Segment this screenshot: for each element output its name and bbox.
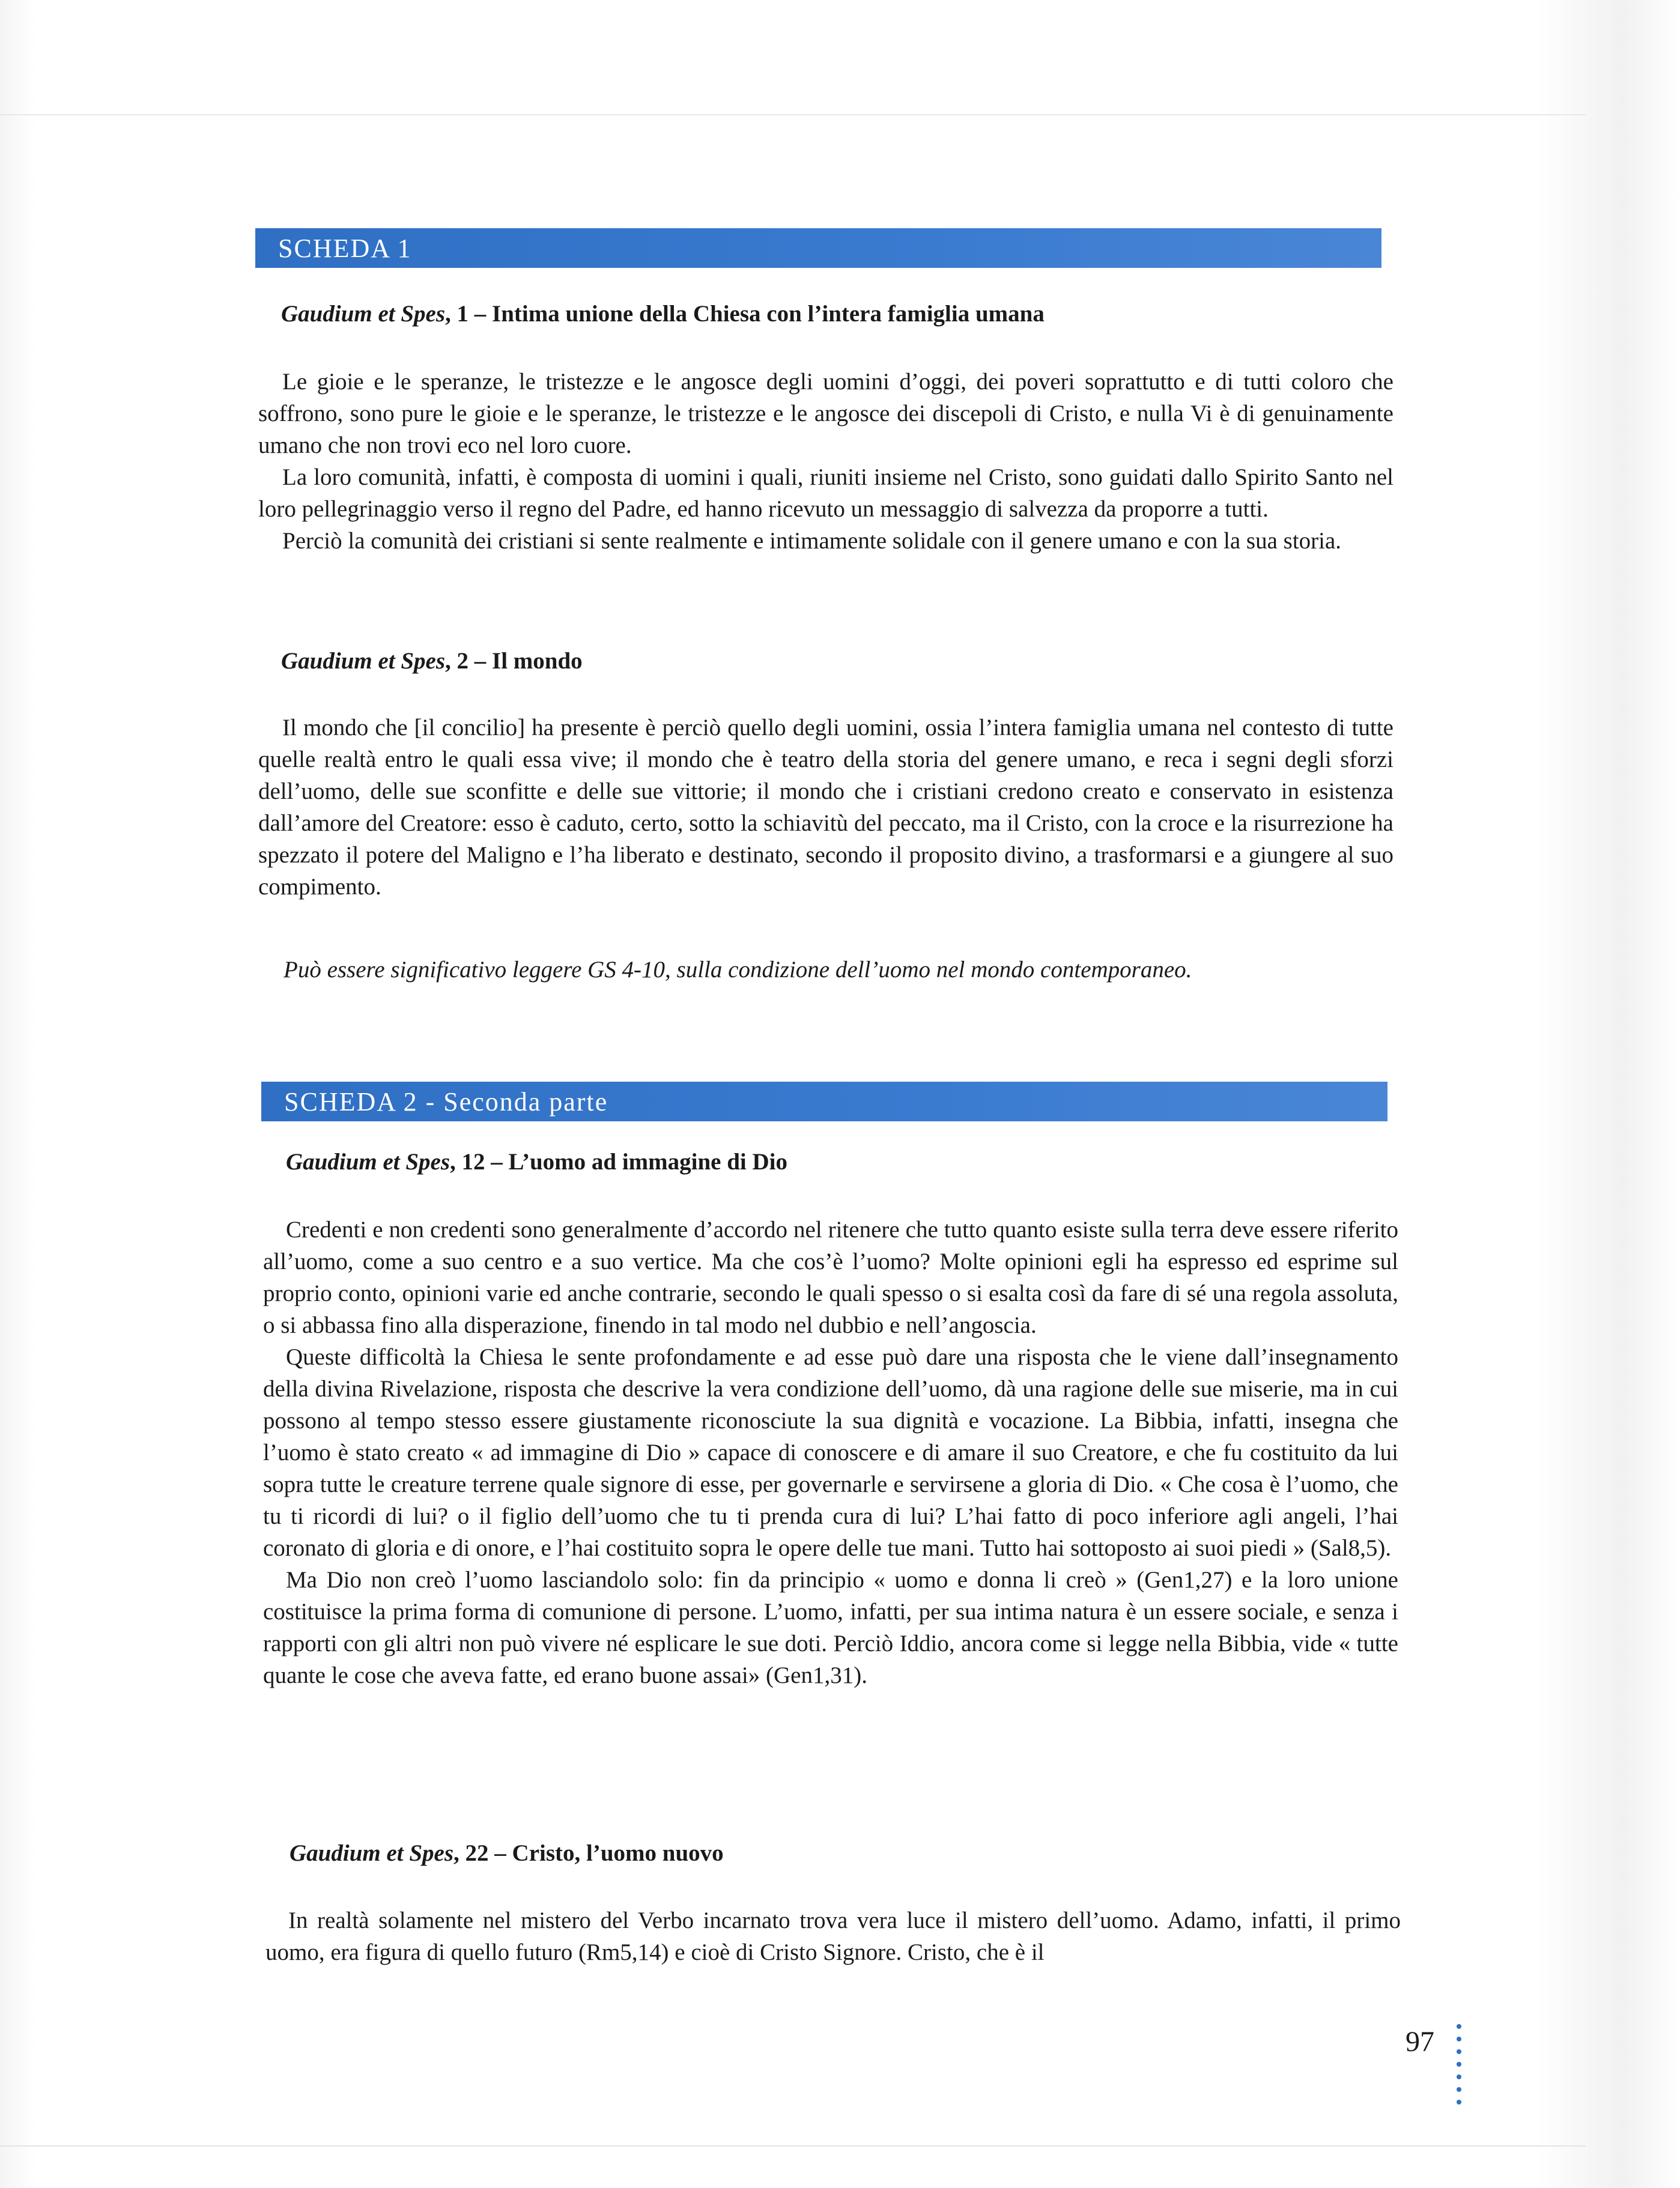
paragraph: La loro comunità, infatti, è composta di uomini i quali, riuniti insieme nel Cristo, sono guidati dallo Spirito Santo nel loro pellegrinaggio verso il regno del Padre, ed hanno ricevuto un messaggio di salvezza da proporre a tutti. (258, 464, 1393, 522)
reading-suggestion: Può essere significativo leggere GS 4-10, sulla condizione dell’uomo nel mondo contemporaneo. (284, 957, 1192, 983)
section-1-world-body (258, 712, 1393, 903)
heading-gs-1-title: , 1 – Intima unione della Chiesa con l’intera famiglia umana (445, 301, 1045, 327)
heading-gs-12-title: , 12 – L’uomo ad immagine di Dio (450, 1149, 788, 1175)
heading-gs-12 (286, 1148, 787, 1175)
scheda-2-banner (261, 1082, 1387, 1121)
heading-gs-1 (281, 300, 1045, 327)
paragraph: In realtà solamente nel mistero del Verbo incarnato trova vera luce il mistero dell’uomo. Adamo, infatti, il primo uomo, era figura di quello futuro (Rm5,14) e cioè di Cristo Signore. Cristo, che è il (265, 1908, 1401, 1965)
section-1-body (258, 366, 1393, 557)
paragraph: Le gioie e le speranze, le tristezze e le angosce degli uomini d’oggi, dei poveri soprattutto e di tutti coloro che soffrono, sono pure le gioie e le speranze, le tristezze e le angosce dei discepoli di Cristo, e nulla Vi è di genuinamente umano che non trovi eco nel loro cuore. (258, 369, 1393, 458)
paragraph: Ma Dio non creò l’uomo lasciandolo solo: fin da principio « uomo e donna li creò » (Gen1,27) e la loro unione costituisce la prima forma di comunione di persone. L’uomo, infatti, per sua intima natura è un essere sociale, e senza i rapporti con gli altri non può vivere né esplicare le sue doti. Perciò Iddio, ancora come si legge nella Bibbia, vide « tutte quante le cose che aveva fatte, ed erano buone assai» (Gen1,31). (263, 1567, 1398, 1688)
scheda-1-title: SCHEDA 1 (278, 234, 412, 263)
heading-gs-22-source: Gaudium et Spes (290, 1840, 454, 1866)
heading-gs-12-source: Gaudium et Spes (286, 1149, 450, 1175)
section-2-christ-body (265, 1905, 1401, 1968)
section-2-body (263, 1214, 1398, 1691)
paragraph: Queste difficoltà la Chiesa le sente profondamente e ad esse può dare una risposta che le viene dall’insegnamento della divina Rivelazione, risposta che descrive la vera condizione dell’uomo, dà una ragione delle sue miserie, ma in cui possono al tempo stesso essere giustamente riconosciute la sua dignità e vocazione. La Bibbia, infatti, insegna che l’uomo è stato creato « ad immagine di Dio » capace di conoscere e di amare il suo Creatore, e che fu costituito da lui sopra tutte le creature terrene quale signore di esse, per governarle e servirsene a gloria di Dio. « Che cosa è l’uomo, che tu ti ricordi di lui? o il figlio dell’uomo che tu ti prenda cura di lui? L’hai fatto di poco inferiore agli angeli, l’hai coronato di gloria e di onore, e l’hai costituito sopra le opere delle tue mani. Tutto hai sottoposto ai suoi piedi » (Sal8,5). (263, 1344, 1398, 1561)
scheda-2-title: SCHEDA 2 - Seconda parte (284, 1087, 608, 1117)
heading-gs-22-title: , 22 – Cristo, l’uomo nuovo (453, 1840, 724, 1866)
page-number: 97 (1406, 2026, 1434, 2058)
heading-gs-22 (290, 1840, 724, 1867)
scheda-1-banner (255, 228, 1381, 268)
heading-gs-2-source: Gaudium et Spes (281, 648, 446, 674)
heading-gs-2 (281, 647, 583, 674)
heading-gs-2-title: , 2 – Il mondo (445, 648, 583, 674)
paragraph: Il mondo che [il concilio] ha presente è perciò quello degli uomini, ossia l’intera famiglia umana nel contesto di tutte quelle realtà entro le quali essa vive; il mondo che è teatro della storia del genere umano, e reca i segni degli sforzi dell’uomo, delle sue sconfitte e delle sue vittorie; il mondo che i cristiani credono creato e conservato in esistenza dall’amore del Creatore: esso è caduto, certo, sotto la schiavitù del peccato, ma il Cristo, con la croce e la risurrezione ha spezzato il potere del Maligno e l’ha liberato e destinato, secondo il proposito divino, a trasformarsi e a giungere al suo compimento. (258, 715, 1393, 900)
paragraph: Credenti e non credenti sono generalmente d’accordo nel ritenere che tutto quanto esiste sulla terra deve essere riferito all’uomo, come a suo centro e a suo vertice. Ma che cos’è l’uomo? Molte opinioni egli ha espresso ed esprime sul proprio conto, opinioni varie ed anche contrarie, secondo le quali spesso o si esalta così da fare di sé una regola assoluta, o si abbassa fino alla disperazione, finendo in tal modo nel dubbio e nell’angoscia. (263, 1217, 1398, 1338)
heading-gs-1-source: Gaudium et Spes (281, 301, 446, 327)
page-number-dots (1457, 2024, 1464, 2105)
paragraph: Perciò la comunità dei cristiani si sente realmente e intimamente solidale con il genere umano e con la sua storia. (282, 528, 1342, 554)
